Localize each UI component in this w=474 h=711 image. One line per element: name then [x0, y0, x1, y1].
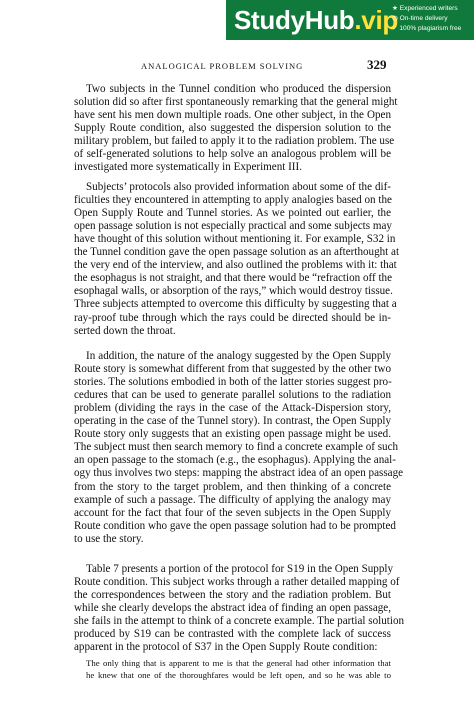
text-line: apparent in the protocol of S37 in the Open Supply Route condition: — [74, 641, 378, 654]
text-line: operating in the case of the Tunnel story). In contrast, the Open Supply — [74, 415, 391, 428]
text-line: Route condition. This subject works through a rather detailed mapping of — [74, 576, 400, 588]
text-line: the very end of the interview, and also outlined the problems with it: that — [74, 259, 397, 272]
text-line: stories. The solutions embodied in both of the latter stories suggest pro- — [74, 376, 392, 389]
text-line: example of such a passage. The difficulty of applying the analogy may — [74, 493, 391, 506]
text-line: Table 7 presents a portion of the protocol for S19 in the Open Supply — [86, 563, 394, 575]
text-line: have thought of this solution without mentioning it. For example, S32 in — [74, 233, 396, 246]
text-line: Open Supply Route and Tunnel stories. As we pointed out earlier, the — [74, 207, 391, 220]
text-line: Route condition who gave the open passage solution had to be prompted — [74, 519, 396, 532]
studyhub-logo[interactable] — [234, 0, 398, 40]
text-line: account for the fact that four of the seven subjects in the Open Supply — [74, 506, 391, 519]
text-line: ficulties they encountered in attempting to apply analogies based on the — [74, 194, 392, 207]
text-line: military problem, but failed to apply it to the radiation problem. The use — [74, 135, 395, 148]
text-line: of self-generated solutions to help solve an analogous problem will be — [74, 148, 391, 161]
text-line: open passage solution is not especially practical and some subjects may — [74, 220, 392, 233]
banner-features — [392, 4, 472, 34]
text-line: Subjects’ protocols also provided information about some of the dif- — [86, 181, 391, 193]
text-line: The subject must then search memory to find a concrete example of such — [74, 441, 399, 454]
text-line: while she clearly develops the abstract idea of finding an open passage, — [74, 602, 391, 615]
page-header — [0, 59, 474, 73]
text-line: have sent his men down multiple roads. One other subject, in the Open — [74, 109, 391, 122]
text-line: the Tunnel condition gave the open passage solution as an afterthought at — [74, 246, 400, 259]
text-line: Three subjects attempted to overcome this difficulty by suggesting that a — [74, 298, 397, 311]
text-line: the correspondences between the story and the radiation problem. But — [74, 589, 391, 602]
feature-on-time-delivery: ◷ On-time delivery — [392, 15, 448, 22]
text-line: Two subjects in the Tunnel condition who produced the dispersion — [86, 83, 391, 95]
text-line: an open passage to the stomach (e.g., the esophagus). Applying the anal- — [74, 454, 396, 467]
text-line: ray-proof tube through which the rays could be directed should be in- — [74, 311, 391, 324]
text-line: produced by S19 can be contrasted with the complete lack of success — [74, 628, 391, 641]
text-line: the esophagus is not straight, and that there would be “refraction off the — [74, 272, 393, 285]
feature-experienced-writers: ★ Experienced writers — [392, 5, 458, 12]
text-line: problem (dividing the rays in the case of the Attack-Dispersion story, — [74, 402, 391, 415]
text-line: serted down the throat. — [74, 324, 176, 337]
text-line: In addition, the nature of the analogy suggested by the Open Supply — [86, 350, 391, 362]
running-title: ANALOGICAL PROBLEM SOLVING — [141, 61, 304, 71]
studyhub-banner[interactable] — [226, 0, 474, 40]
text-line: ogy thus involves two steps: mapping the abstract idea of an open passage — [74, 467, 404, 480]
logo-suffix-text: .vip — [354, 5, 398, 35]
text-line: Route story is somewhat different from that suggested by the other two — [74, 363, 391, 376]
text-line: cedures that can be used to generate parallel solutions to the radiation — [74, 389, 391, 402]
logo-main-text: StudyHub — [234, 5, 355, 35]
text-line: esophagal walls, or absorption of the rays,” which would destroy tissue. — [74, 285, 393, 298]
text-line: solution did so after first spontaneously remarking that the general might — [74, 96, 398, 108]
page-number: 329 — [367, 57, 387, 72]
quote-line: he knew that one of the thoroughfares would be left open, and so he was able to — [86, 670, 391, 680]
text-line: to use the story. — [74, 532, 144, 545]
feature-plagiarism-free: ✓ 100% plagiarism free — [392, 25, 462, 32]
text-line: investigated more systematically in Experiment III. — [74, 161, 302, 174]
text-line: from the story to the target problem, and then thinking of a concrete — [74, 480, 391, 493]
text-line: Route story only suggests that an existing open passage might be used. — [74, 428, 391, 441]
text-line: she fails in the attempt to think of a concrete example. The partial solution — [74, 615, 405, 628]
text-line: Supply Route condition, also suggested the dispersion solution to the — [74, 122, 391, 135]
quote-line: The only thing that is apparent to me is that the general had other information that — [86, 658, 391, 668]
